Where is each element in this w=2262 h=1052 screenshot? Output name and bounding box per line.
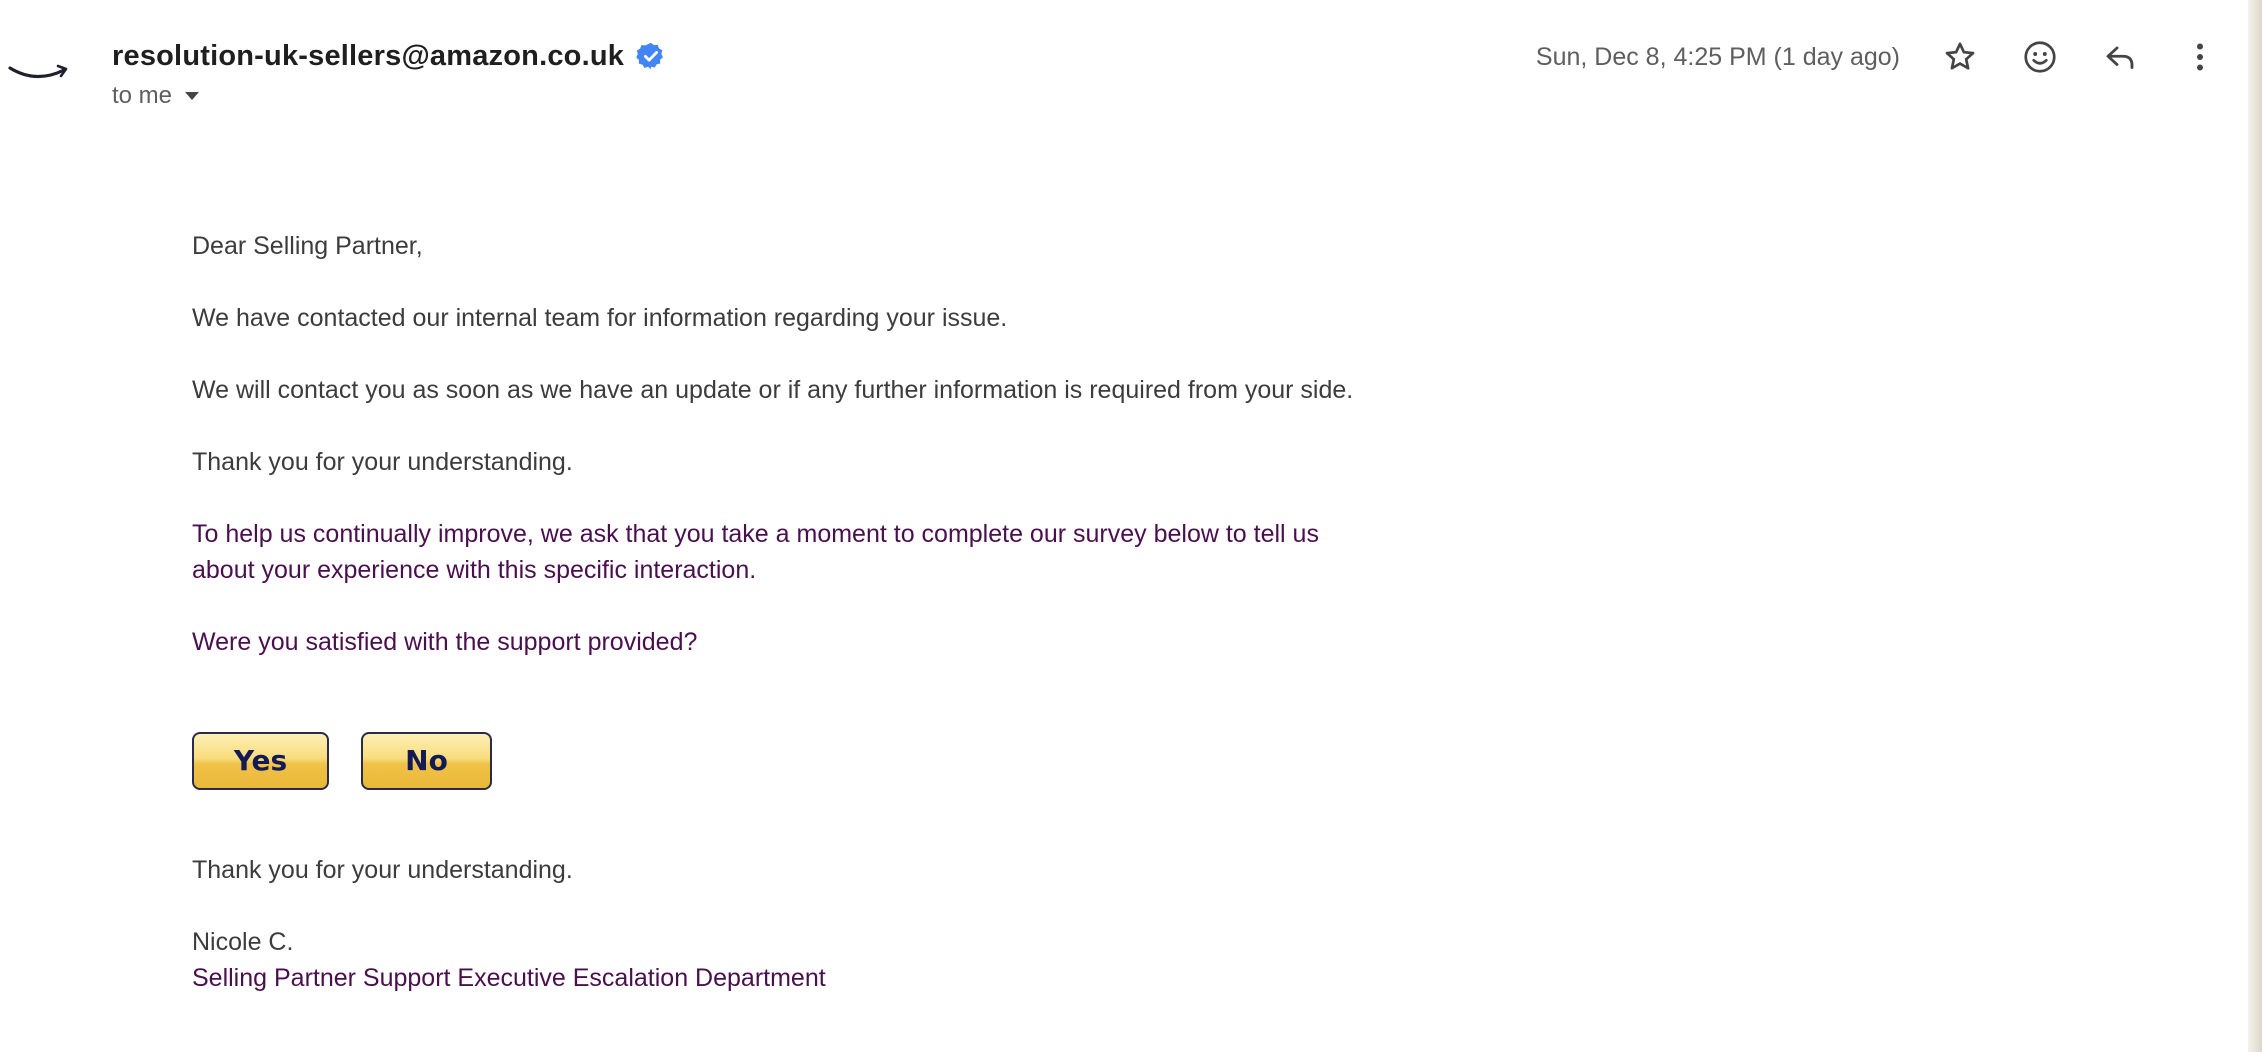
sender-address[interactable]: resolution-uk-sellers@amazon.co.uk — [112, 39, 625, 72]
verified-badge-icon — [636, 41, 666, 71]
body-paragraph-1: We have contacted our internal team for information regarding your issue. — [192, 304, 1008, 332]
caret-down-icon — [184, 91, 200, 101]
recipient-details-toggle[interactable] — [112, 80, 200, 112]
body-paragraph-2: We will contact you as soon as we have an update or if any further information is required from your side. — [192, 376, 1354, 404]
more-vertical-icon — [2182, 39, 2218, 75]
survey-question: Were you satisfied with the support provided? — [192, 628, 698, 656]
more-options-button[interactable] — [2179, 36, 2221, 78]
signature-department: Selling Partner Support Executive Escalation Department — [192, 964, 826, 992]
reply-icon — [2102, 39, 2138, 75]
amazon-smile-logo — [6, 58, 74, 90]
body-paragraph-3: Thank you for your understanding. — [192, 448, 573, 476]
survey-intro: To help us continually improve, we ask that you take a moment to complete our survey below to tell us about your experience with this specific interaction. — [192, 520, 1319, 584]
survey-yes-button[interactable]: Yes — [192, 732, 329, 790]
recipient-label: to me — [112, 82, 173, 109]
greeting: Dear Selling Partner, — [192, 232, 423, 260]
reply-button[interactable] — [2099, 36, 2141, 78]
signature-name: Nicole C. — [192, 928, 294, 956]
email-date: Sun, Dec 8, 4:25 PM (1 day ago) — [1535, 43, 1900, 71]
emoji-reaction-button[interactable] — [2019, 36, 2061, 78]
closing: Thank you for your understanding. — [192, 856, 573, 884]
star-button[interactable] — [1939, 36, 1981, 78]
survey-no-button[interactable]: No — [361, 732, 492, 790]
sender-line — [112, 36, 666, 76]
window-edge — [2248, 0, 2262, 1052]
star-icon — [1942, 39, 1978, 75]
survey-buttons — [192, 732, 1372, 790]
emoji-reaction-icon — [2022, 39, 2058, 75]
email-body — [192, 228, 1372, 996]
